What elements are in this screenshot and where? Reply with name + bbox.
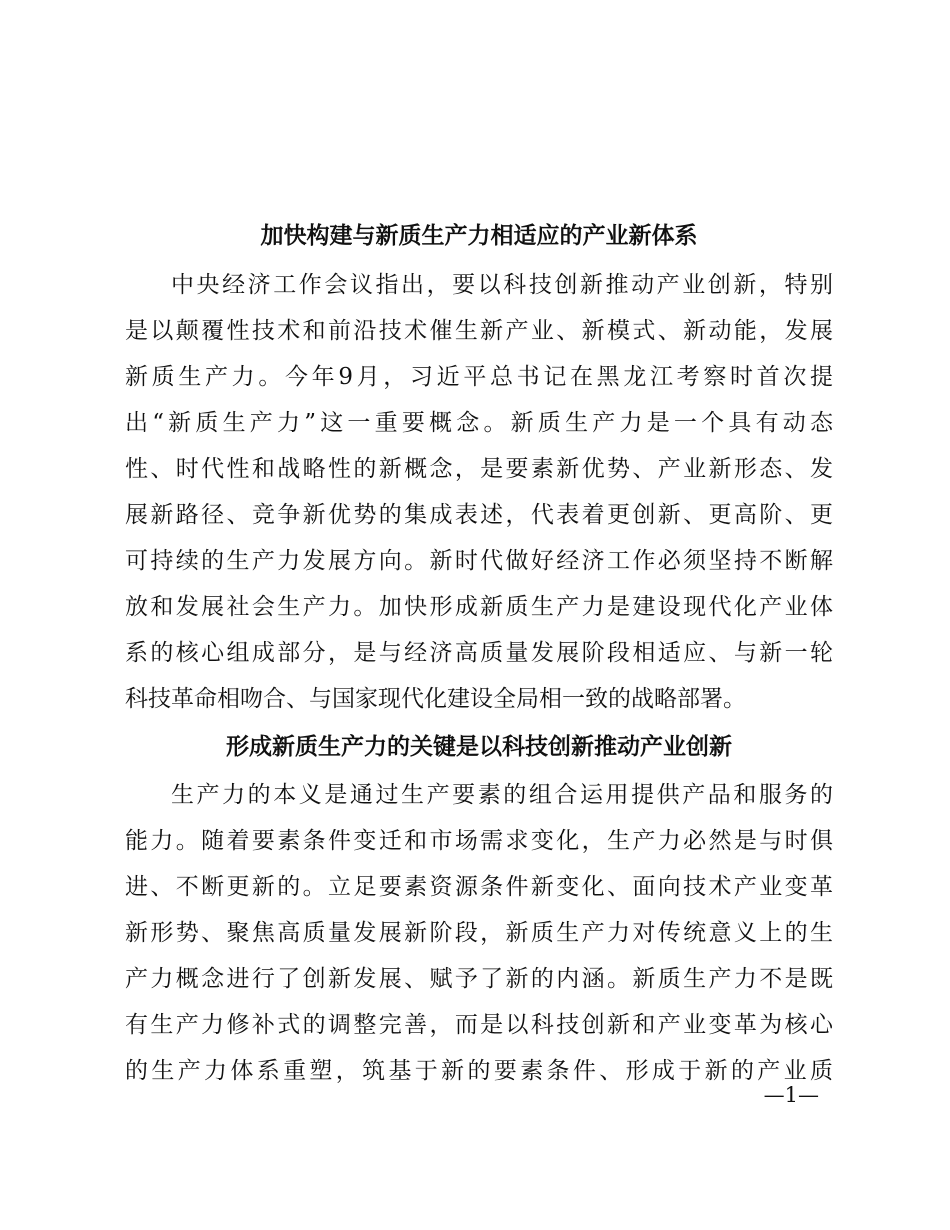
- paragraph-2-line: 能力。随着要素条件变迁和市场需求变化，生产力必然是与时俱: [125, 828, 833, 854]
- paragraph-1-line: 放和发展社会生产力。加快形成新质生产力是建设现代化产业体: [125, 594, 833, 620]
- paragraph-1: [125, 262, 833, 722]
- section-heading: 形成新质生产力的关键是以科技创新推动产业创新: [226, 734, 732, 760]
- paragraph-1-line: 展新路径、竞争新优势的集成表述，代表着更创新、更高阶、更: [125, 502, 833, 528]
- paragraph-1-line: 中央经济工作会议指出，要以科技创新推动产业创新，特别: [171, 272, 833, 298]
- paragraph-2-line: 生产力的本义是通过生产要素的组合运用提供产品和服务的: [171, 782, 833, 808]
- paragraph-2-line: 产力概念进行了创新发展、赋予了新的内涵。新质生产力不是既: [125, 966, 833, 992]
- paragraph-2: [125, 772, 833, 1094]
- document-body: [125, 211, 833, 1094]
- paragraph-2-line: 有生产力修补式的调整完善，而是以科技创新和产业变革为核心: [125, 1012, 833, 1038]
- paragraph-1-line: 新质生产力。今年9月，习近平总书记在黑龙江考察时首次提: [125, 364, 833, 390]
- paragraph-1-line: 可持续的生产力发展方向。新时代做好经济工作必须坚持不断解: [125, 548, 833, 574]
- paragraph-1-line: 科技革命相吻合、与国家现代化建设全局相一致的战略部署。: [125, 686, 746, 712]
- paragraph-1-line: 是以颠覆性技术和前沿技术催生新产业、新模式、新动能，发展: [125, 318, 833, 344]
- paragraph-2-line: 进、不断更新的。立足要素资源条件新变化、面向技术产业变革: [125, 874, 833, 900]
- page-number: —1—: [763, 1083, 819, 1107]
- paragraph-1-line: 性、时代性和战略性的新概念，是要素新优势、产业新形态、发: [125, 456, 833, 482]
- paragraph-2-line: 的生产力体系重塑，筑基于新的要素条件、形成于新的产业质: [125, 1058, 833, 1084]
- paragraph-1-line: 出“新质生产力”这一重要概念。新质生产力是一个具有动态: [125, 410, 833, 436]
- paragraph-2-line: 新形势、聚焦高质量发展新阶段，新质生产力对传统意义上的生: [125, 920, 833, 946]
- document-title: 加快构建与新质生产力相适应的产业新体系: [260, 223, 698, 249]
- paragraph-1-line: 系的核心组成部分，是与经济高质量发展阶段相适应、与新一轮: [125, 640, 833, 666]
